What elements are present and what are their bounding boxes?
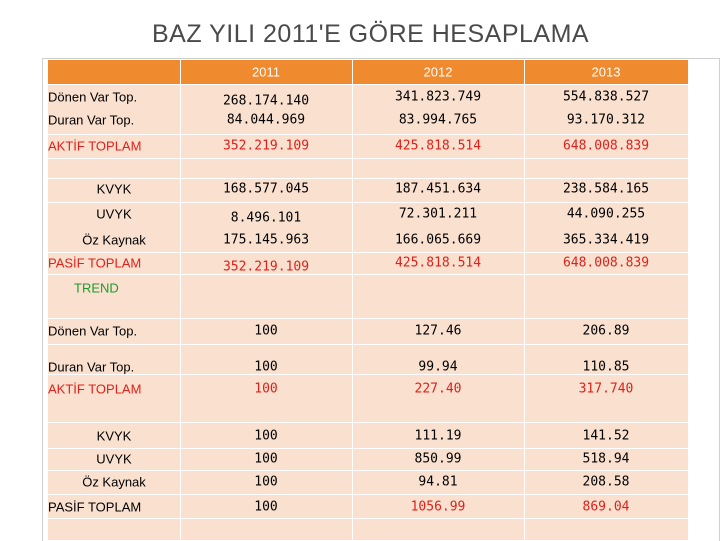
table-cell: 127.46 (414, 323, 462, 339)
table-cell: 268.174.140 (222, 93, 310, 109)
table-cell: 1056.99 (410, 499, 466, 515)
column-header-2012: 2012 (423, 64, 453, 80)
row-label: PASİF TOPLAM (48, 499, 142, 515)
table-cell: 100 (254, 381, 278, 397)
row-divider (48, 470, 688, 471)
table-cell: 208.58 (582, 474, 630, 490)
row-label: Öz Kaynak (82, 232, 146, 248)
table-cell: 94.81 (418, 474, 458, 490)
column-header-2013: 2013 (591, 64, 621, 80)
table-cell: 518.94 (582, 451, 630, 467)
table-cell: 352.219.109 (222, 138, 310, 154)
table-cell: 341.823.749 (394, 89, 482, 105)
table-cell: 166.065.669 (394, 232, 482, 248)
table-cell: 100 (254, 323, 278, 339)
table-cell: 648.008.839 (562, 255, 650, 271)
row-divider (48, 134, 688, 135)
table-cell: 8.496.101 (230, 210, 302, 226)
row-label: Dönen Var Top. (48, 323, 138, 339)
page-title: BAZ YILI 2011'E GÖRE HESAPLAMA (152, 20, 590, 48)
table-cell: 72.301.211 (398, 206, 478, 222)
row-label: UVYK (96, 451, 132, 467)
column-header-2011: 2011 (252, 64, 280, 80)
row-divider (48, 494, 688, 495)
row-divider (48, 158, 688, 159)
table-cell: 206.89 (582, 323, 630, 339)
row-divider (48, 518, 688, 519)
column-divider (524, 60, 525, 540)
table-cell: 93.170.312 (566, 112, 646, 128)
table-cell: 850.99 (414, 451, 462, 467)
row-label: Dönen Var Top. (48, 89, 138, 105)
table-cell: 100 (254, 428, 278, 444)
table-cell: 648.008.839 (562, 138, 650, 154)
table-cell: 227.40 (414, 381, 462, 397)
table-cell: 869.04 (582, 499, 630, 515)
table-cell: 425.818.514 (394, 255, 482, 271)
column-divider (352, 60, 353, 540)
row-divider (48, 422, 688, 423)
table-cell: 99.94 (418, 359, 458, 375)
row-divider (48, 274, 688, 275)
table-cell: 175.145.963 (222, 232, 310, 248)
row-divider (48, 178, 688, 179)
row-label: Öz Kaynak (82, 474, 146, 490)
row-label: PASİF TOPLAM (48, 255, 142, 271)
row-divider (48, 202, 688, 203)
table-cell: 168.577.045 (222, 181, 310, 197)
row-label: UVYK (96, 206, 132, 222)
table-cell: 425.818.514 (394, 138, 482, 154)
table-cell: 352.219.109 (222, 259, 310, 275)
trend-section-label: TREND (74, 280, 119, 296)
table-cell: 554.838.527 (562, 89, 650, 105)
table-cell: 100 (254, 499, 278, 515)
row-divider (48, 344, 688, 345)
table-cell: 100 (254, 359, 278, 375)
table-cell: 100 (254, 474, 278, 490)
table-cell: 84.044.969 (226, 112, 306, 128)
table-cell: 83.994.765 (398, 112, 478, 128)
table-cell: 111.19 (414, 428, 462, 444)
table-cell: 141.52 (582, 428, 630, 444)
table-cell: 238.584.165 (562, 181, 650, 197)
row-divider (48, 448, 688, 449)
row-label: AKTİF TOPLAM (48, 138, 142, 154)
table-cell: 110.85 (582, 359, 630, 375)
table-cell: 187.451.634 (394, 181, 482, 197)
table-cell: 365.334.419 (562, 232, 650, 248)
table-cell: 44.090.255 (566, 206, 646, 222)
table-cell: 317.740 (578, 381, 634, 397)
row-label: KVYK (96, 428, 132, 444)
row-label: Duran Var Top. (48, 359, 135, 375)
row-divider (48, 252, 688, 253)
row-label: Duran Var Top. (48, 112, 135, 128)
row-divider (48, 318, 688, 319)
column-divider (180, 60, 181, 540)
row-divider (48, 84, 688, 85)
table-cell: 100 (254, 451, 278, 467)
row-label: KVYK (96, 181, 132, 197)
row-label: AKTİF TOPLAM (48, 381, 142, 397)
